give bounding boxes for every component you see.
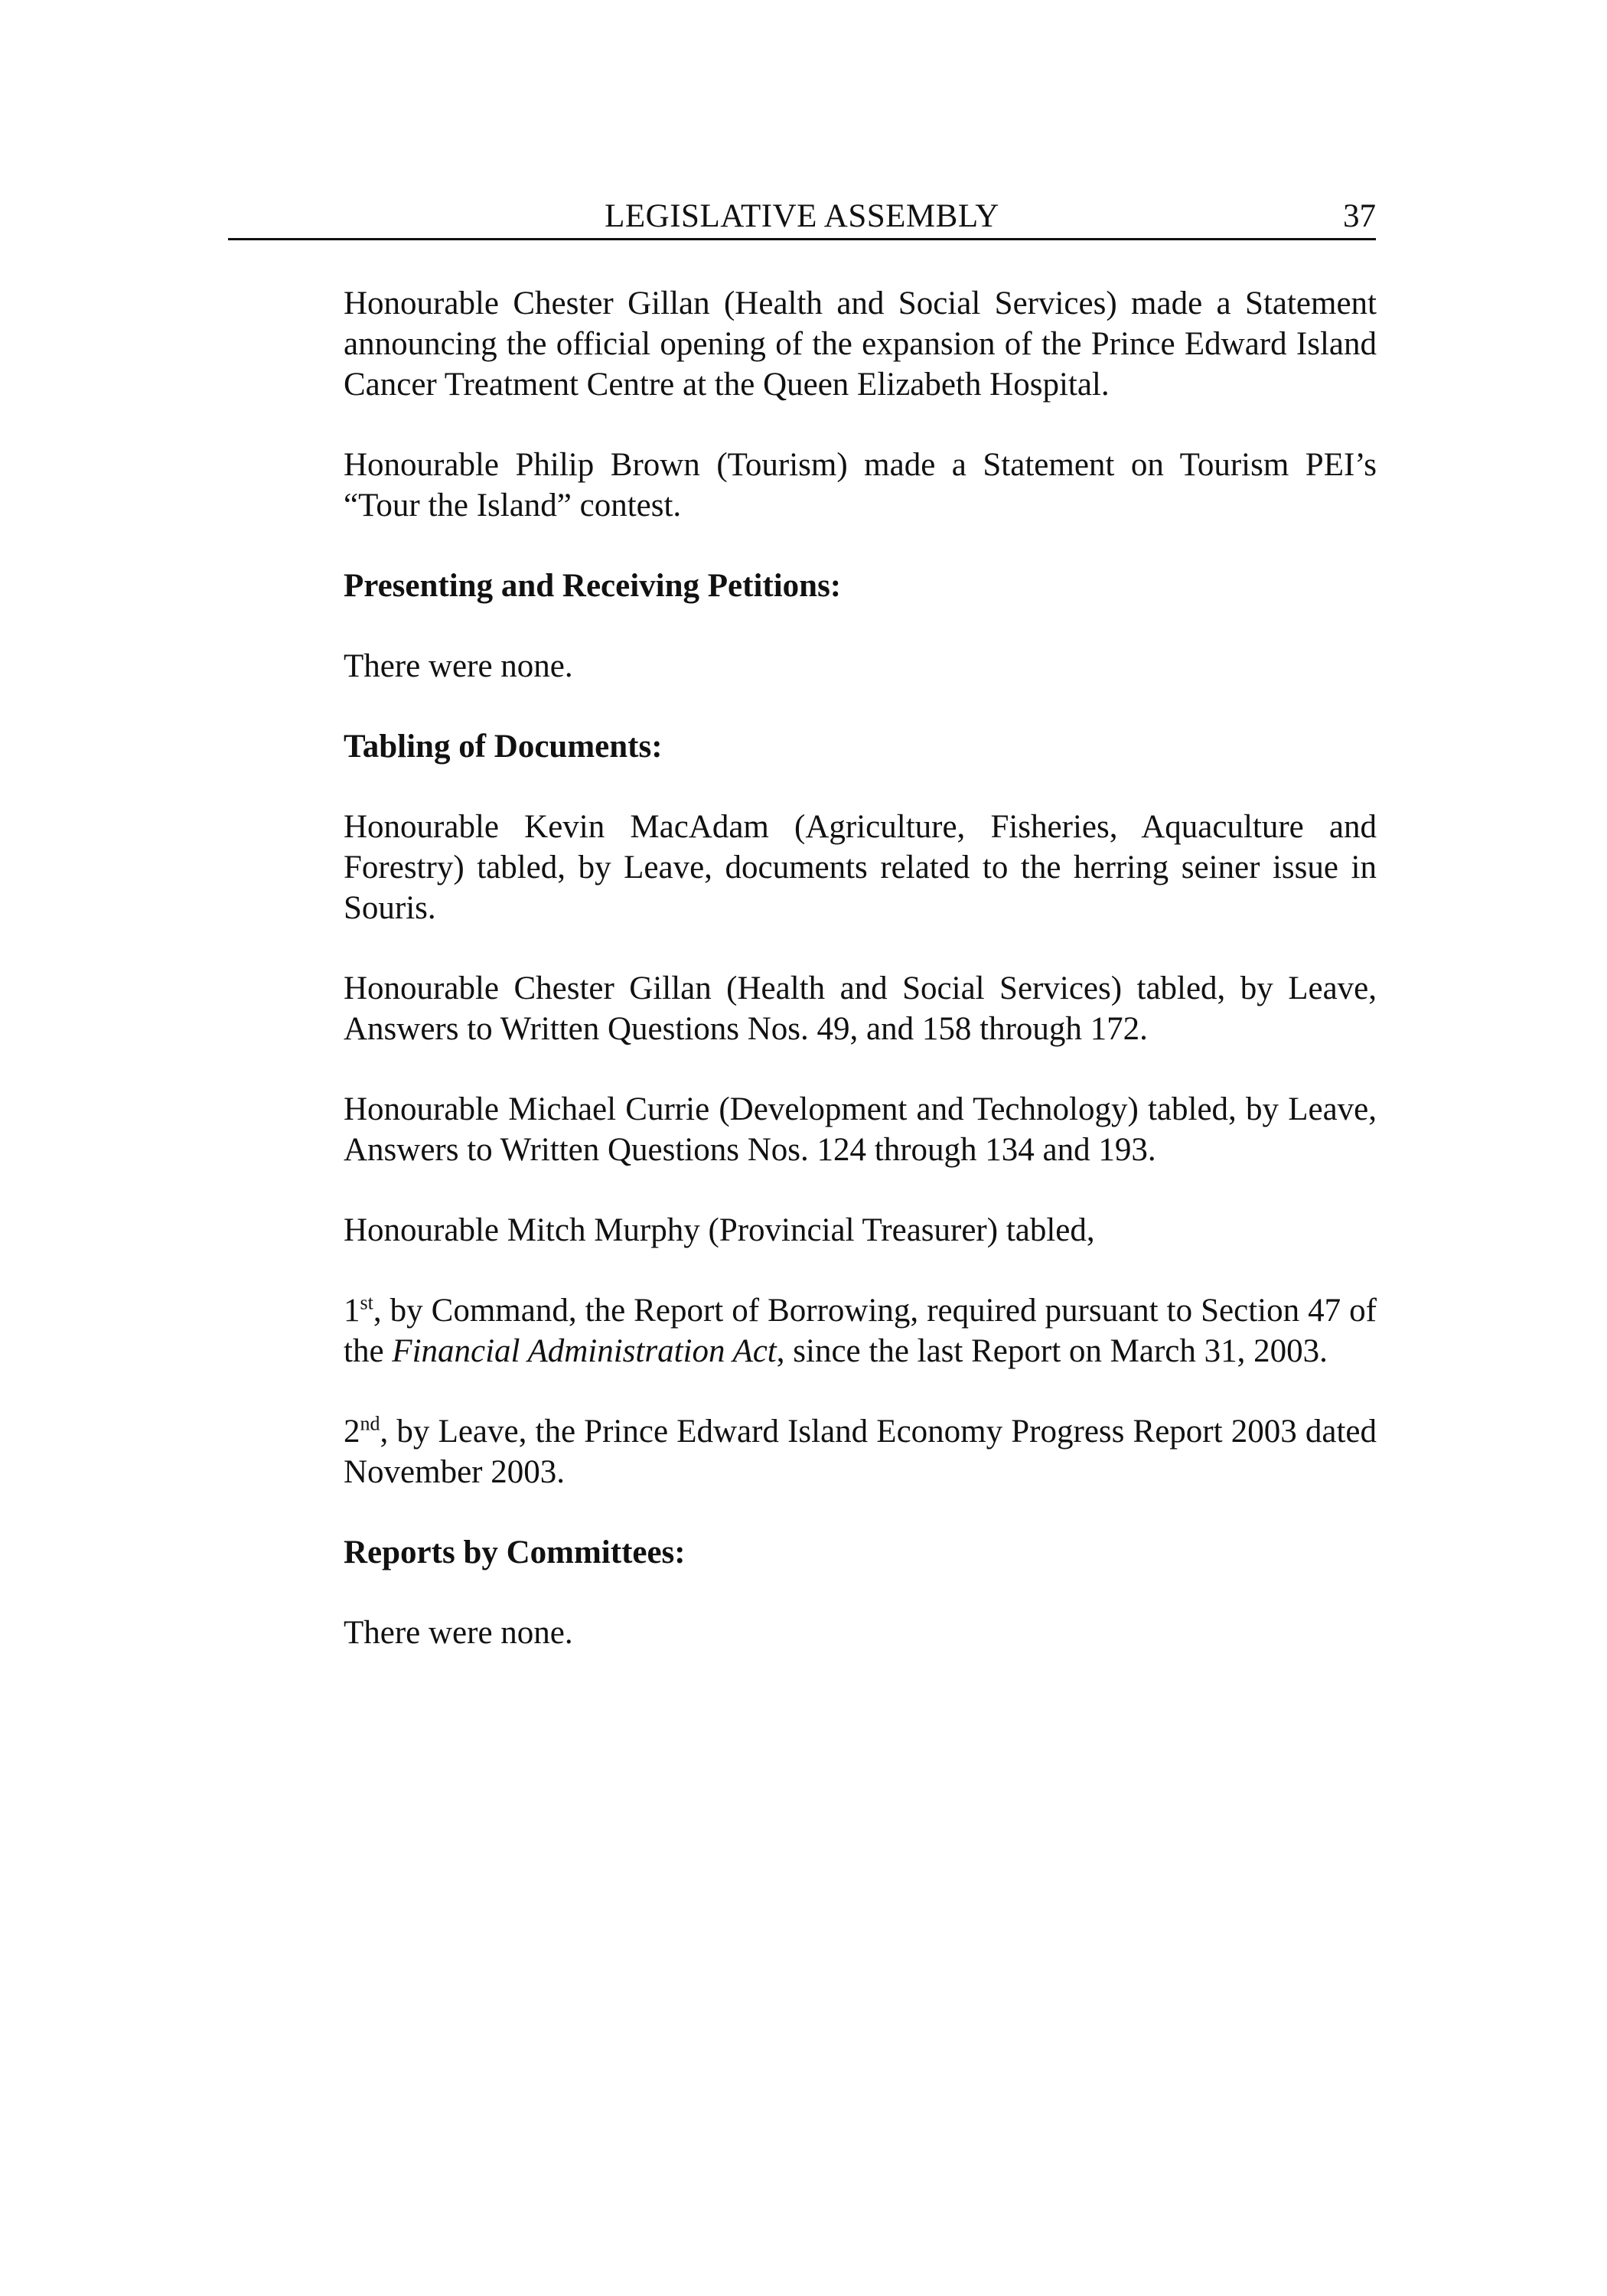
committees-text: There were none. bbox=[344, 1615, 573, 1651]
statement-brown: Honourable Philip Brown (Tourism) made a Statement on Tourism PEI’s “Tour the Island” contest. bbox=[344, 447, 1377, 523]
tabling-item-1 bbox=[344, 1290, 1377, 1371]
item-1-number: 1 bbox=[344, 1293, 360, 1329]
heading-tabling: Tabling of Documents: bbox=[344, 729, 663, 765]
running-title: LEGISLATIVE ASSEMBLY bbox=[605, 198, 999, 234]
heading-petitions: Presenting and Receiving Petitions: bbox=[344, 568, 842, 604]
item-1-text-a: , by Command, the Report of Borrowing, required pursuant to Section 47 of the bbox=[344, 1293, 1377, 1369]
page-header bbox=[228, 195, 1376, 240]
tabling-currie: Honourable Michael Currie (Development and Technology) tabled, by Leave, Answers to Written Questions Nos. 124 through 134 and 193. bbox=[344, 1091, 1377, 1168]
item-1-text-b: , since the last Report on March 31, 2003. bbox=[776, 1333, 1328, 1369]
act-title: Financial Administration Act bbox=[392, 1333, 777, 1369]
tabling-murphy: Honourable Mitch Murphy (Provincial Treasurer) tabled, bbox=[344, 1212, 1095, 1248]
page-body bbox=[344, 283, 1377, 1653]
tabling-macadam: Honourable Kevin MacAdam (Agriculture, Fisheries, Aquaculture and Forestry) tabled, by Leave, documents related to the herring seiner issue in Souris. bbox=[344, 809, 1377, 926]
heading-committees: Reports by Committees: bbox=[344, 1534, 686, 1570]
item-2-number: 2 bbox=[344, 1414, 360, 1450]
statement-gillan: Honourable Chester Gillan (Health and Social Services) made a Statement announcing the official opening of the expansion of the Prince Edward Island Cancer Treatment Centre at the Queen Elizabeth Hospital. bbox=[344, 285, 1377, 403]
item-1-ordinal: st bbox=[360, 1291, 373, 1314]
tabling-gillan: Honourable Chester Gillan (Health and Social Services) tabled, by Leave, Answers to Written Questions Nos. 49, and 158 through 172. bbox=[344, 970, 1377, 1047]
item-2-text: , by Leave, the Prince Edward Island Economy Progress Report 2003 dated November 2003. bbox=[344, 1414, 1377, 1490]
page-number: 37 bbox=[1343, 198, 1376, 234]
petitions-text: There were none. bbox=[344, 648, 573, 684]
item-2-ordinal: nd bbox=[360, 1412, 380, 1435]
tabling-item-2 bbox=[344, 1411, 1377, 1492]
